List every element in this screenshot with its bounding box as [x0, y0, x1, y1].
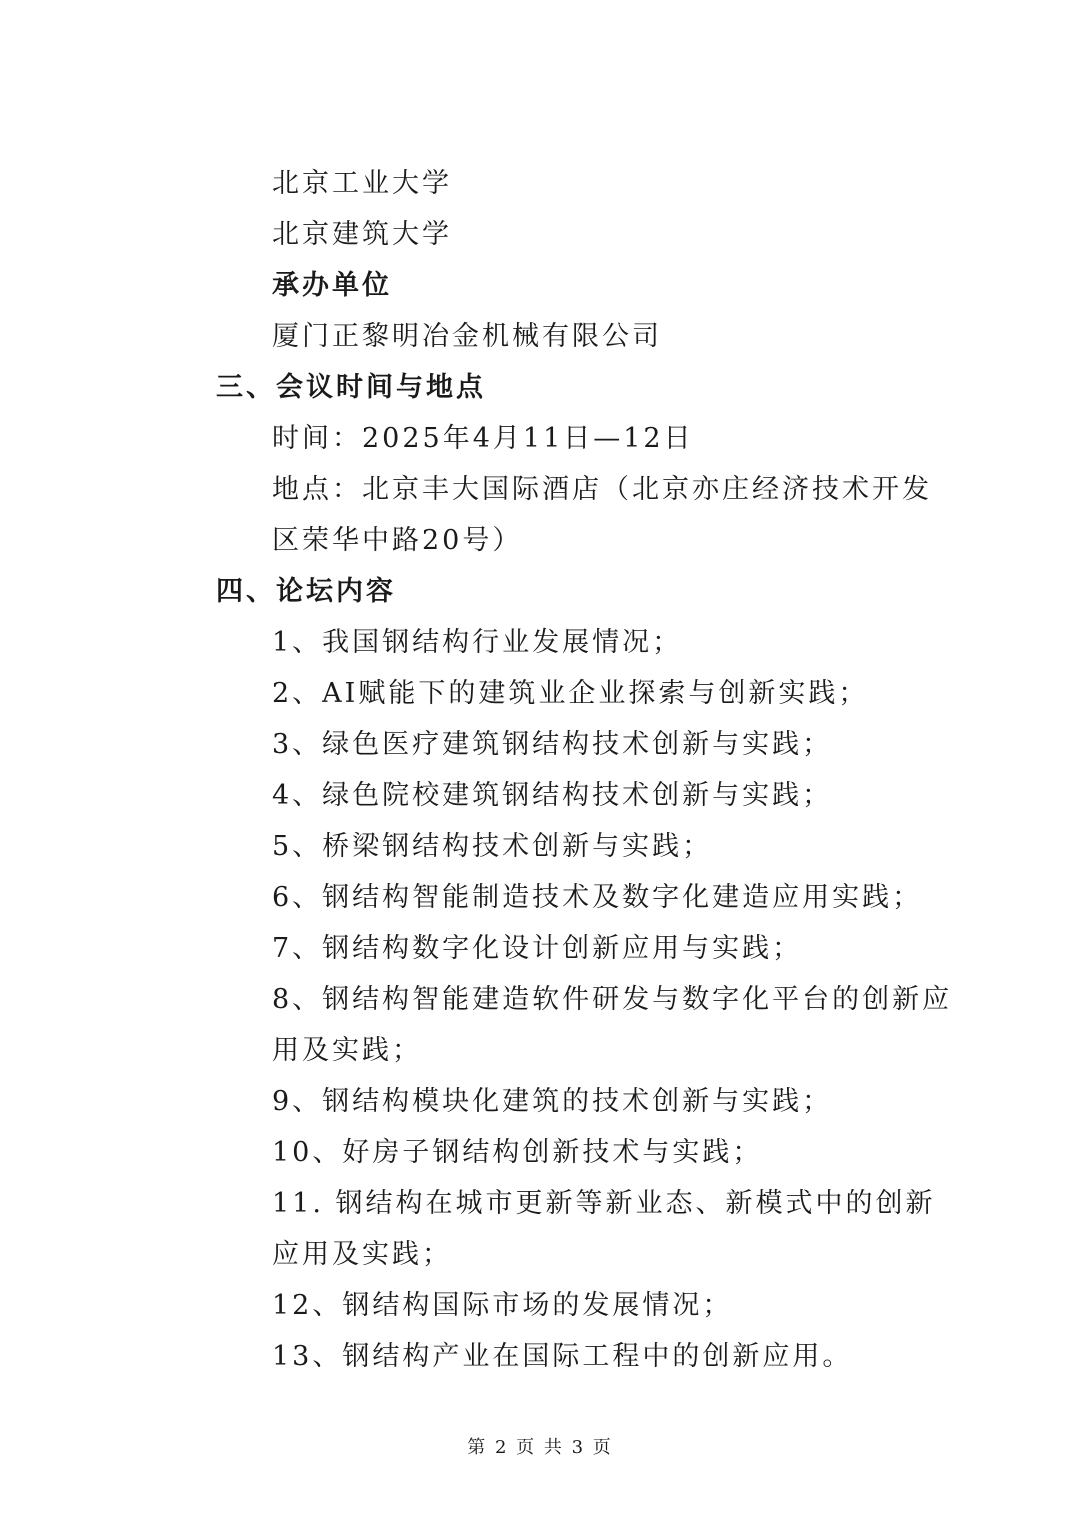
host-name: 厦门正黎明冶金机械有限公司	[272, 321, 662, 352]
list-item: 12、钢结构国际市场的发展情况；	[272, 1290, 733, 1321]
list-item: 13、钢结构产业在国际工程中的创新应用。	[272, 1341, 853, 1372]
organizer-line-1: 北京工业大学	[272, 168, 452, 199]
list-item: 2、AI赋能下的建筑业企业探索与创新实践；	[272, 678, 869, 709]
list-item: 4、绿色院校建筑钢结构技术创新与实践；	[272, 780, 833, 811]
host-heading: 承办单位	[272, 270, 392, 301]
meeting-location-line-1: 地点：北京丰大国际酒店（北京亦庄经济技术开发	[272, 474, 932, 505]
meeting-time: 时间：2025年4月11日—12日	[272, 423, 694, 454]
list-item: 1、我国钢结构行业发展情况；	[272, 627, 683, 658]
list-item: 7、钢结构数字化设计创新应用与实践；	[272, 933, 803, 964]
organizer-line-2: 北京建筑大学	[272, 219, 452, 250]
list-item-continuation: 应用及实践；	[272, 1239, 452, 1270]
list-item: 9、钢结构模块化建筑的技术创新与实践；	[272, 1086, 833, 1117]
meeting-location-line-2: 区荣华中路20号）	[272, 525, 523, 556]
list-item: 10、好房子钢结构创新技术与实践；	[272, 1137, 763, 1168]
section-3-heading: 三、会议时间与地点	[216, 372, 486, 403]
section-4-heading: 四、论坛内容	[216, 576, 396, 607]
list-item: 11. 钢结构在城市更新等新业态、新模式中的创新	[272, 1188, 936, 1219]
list-item-continuation: 用及实践；	[272, 1035, 422, 1066]
list-item: 3、绿色医疗建筑钢结构技术创新与实践；	[272, 729, 833, 760]
list-item: 5、桥梁钢结构技术创新与实践；	[272, 831, 713, 862]
list-item: 6、钢结构智能制造技术及数字化建造应用实践；	[272, 882, 923, 913]
list-item: 8、钢结构智能建造软件研发与数字化平台的创新应	[272, 984, 953, 1015]
page-footer: 第 2 页 共 3 页	[467, 1437, 613, 1458]
